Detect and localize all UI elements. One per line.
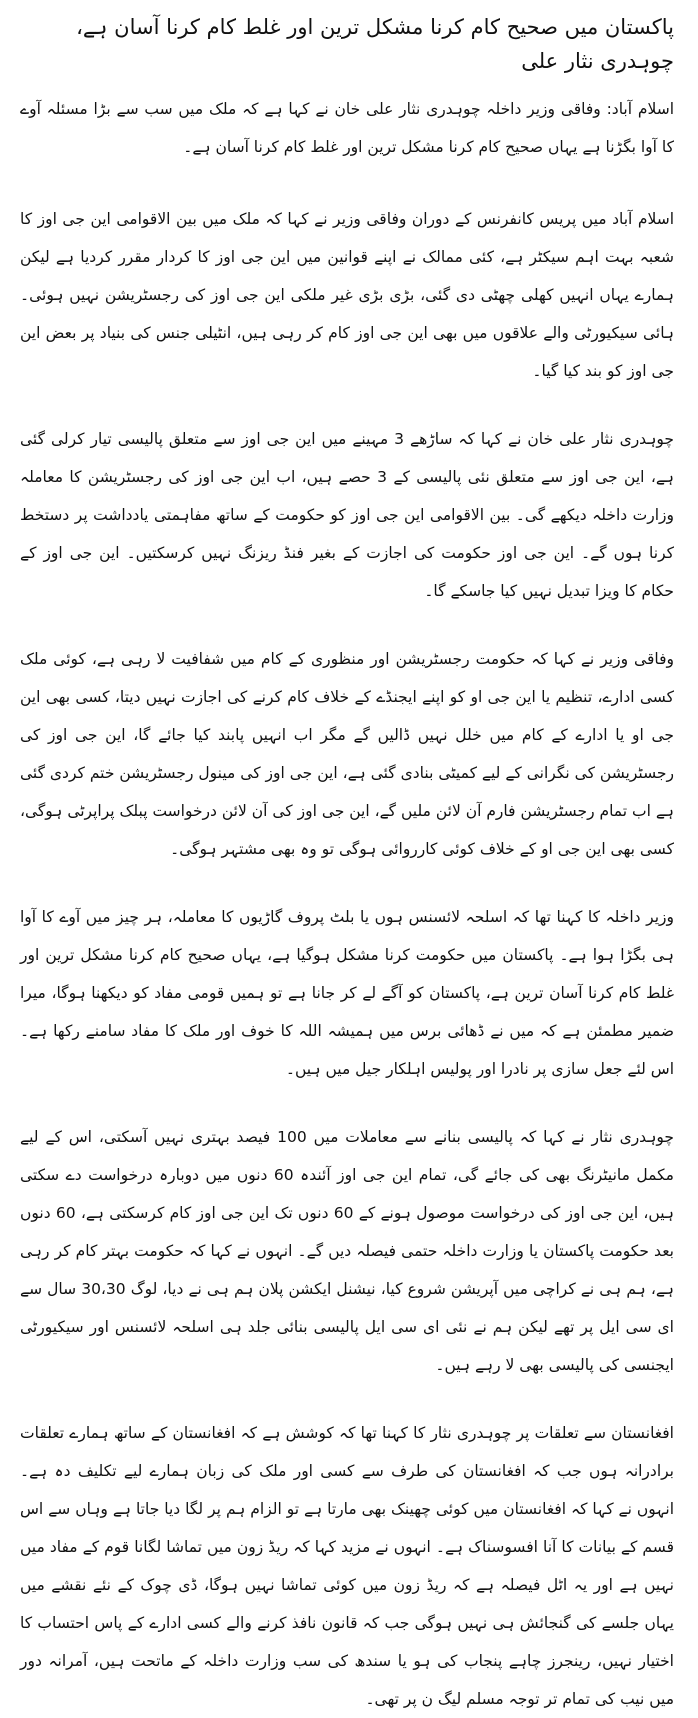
article-headline: پاکستان میں صحیح کام کرنا مشکل ترین اور غلط کام کرنا آسان ہے، چوہدری نثار علی (76, 15, 674, 73)
article-paragraph: چوہدری نثار نے کہا کہ پالیسی بنانے سے معاملات میں 100 فیصد بہتری نہیں آسکتی، اس کے لیے مکمل مانیٹرنگ بھی کی جائے گی، تمام این جی اوز آئندہ 60 دنوں میں دوبارہ درخواست دے سکتی ہیں، این جی اوز کی درخواست موصول ہونے کے 60 دنوں تک این جی اوز کام کرسکتی ہے، 60 دنوں بعد حکومت پاکستان یا وزارت داخلہ حتمی فیصلہ دیں گے۔ انہوں نے کہا کہ حکومت بہتر کام کر رہی ہے، ہم ہی نے کراچی میں آپریشن شروع کیا، نیشنل ایکشن پلان ہم ہی نے دیا، لوگ 30،30 سال سے ای سی ایل پر تھے لیکن ہم نے نئی ای سی ایل پالیسی بنائی جلد ہی اسلحہ لائسنس اور سیکیورٹی ایجنسی کی پالیسی بھی لا رہے ہیں۔ (20, 1128, 674, 1374)
article-paragraph: وفاقی وزیر نے کہا کہ حکومت رجسٹریشن اور منظوری کے کام میں شفافیت لا رہی ہے، کوئی ملک کسی ادارے، تنظیم یا این جی او کو اپنے ایجنڈے کے خلاف کام کرنے کی اجازت نہیں دیتا، کسی بھی این جی او یا ادارے کے کام میں خلل نہیں ڈالیں گے مگر اب انہیں پابند کیا جائے گا، این جی اوز کی رجسٹریشن کی نگرانی کے لیے کمیٹی بنادی گئی ہے، این جی اوز کی مینول رجسٹریشن ختم کردی گئی ہے اب تمام رجسٹریشن فارم آن لائن ملیں گے، این جی اوز کی آن لائن درخواست پبلک پراپرٹی ہوگی، کسی بھی این جی او کے خلاف کوئی کارروائی ہوگی تو وہ بھی مشتہر ہوگی۔ (20, 650, 674, 858)
article-paragraph: افغانستان سے تعلقات پر چوہدری نثار کا کہنا تھا کہ کوشش ہے کہ افغانستان کے ساتھ ہمارے تعلقات برادرانہ ہوں جب کہ افغانستان کی طرف سے کسی اور ملک کی زبان ہمارے لیے تکلیف دہ ہے۔ انہوں نے کہا کہ افغانستان میں کوئی چھینک بھی مارتا ہے تو الزام ہم پر لگا دیا جاتا ہے وہاں سے اس قسم کے بیانات کا آنا افسوسناک ہے۔ انہوں نے مزید کہا کہ ریڈ زون میں تماشا لگانا قوم کے مفاد میں نہیں ہے اور یہ اٹل فیصلہ ہے کہ ریڈ زون میں کوئی تماشا نہیں ہوگا، ڈی چوک کے نئے نقشے میں یہاں جلسے کی گنجائش ہی نہیں ہوگی جب کہ قانون نافذ کرنے والے کسی ادارے کے پاس احتساب کا اختیار نہیں، رینجرز چاہے پنجاب کی ہو یا سندھ کی سب وزارت داخلہ کے ماتحت ہیں، آمرانہ دور میں نیب کی تمام تر توجہ مسلم لیگ ن پر تھی۔ (20, 1424, 674, 1708)
article-paragraph: چوہدری نثار علی خان نے کہا کہ ساڑھے 3 مہینے میں این جی اوز سے متعلق پالیسی تیار کرلی گئی ہے، این جی اوز سے متعلق نئی پالیسی کے 3 حصے ہیں، اب این جی اوز کی رجسٹریشن کا معاملہ وزارت داخلہ دیکھے گی۔ بین الاقوامی این جی اوز کو حکومت کے ساتھ مفاہمتی یادداشت پر دستخط کرنا ہوں گے۔ این جی اوز حکومت کی اجازت کے بغیر فنڈ ریزنگ نہیں کرسکتیں۔ این جی اوز کے حکام کا ویزا تبدیل نہیں کیا جاسکے گا۔ (20, 430, 674, 600)
article-paragraph: اسلام آباد: وفاقی وزیر داخلہ چوہدری نثار علی خان نے کہا ہے کہ ملک میں سب سے بڑا مسئلہ آوے کا آوا بگڑنا ہے یہاں صحیح کام کرنا مشکل ترین اور غلط کام کرنا آسان ہے۔ (20, 100, 674, 156)
article-paragraph: اسلام آباد میں پریس کانفرنس کے دوران وفاقی وزیر نے کہا کہ ملک میں بین الاقوامی این جی اوز کا شعبہ بہت اہم سیکٹر ہے، کئی ممالک نے اپنے قوانین میں این جی اوز کا کردار مقرر کردیا ہے لیکن ہمارے یہاں انہیں کھلی چھٹی دی گئی، بڑی بڑی غیر ملکی این جی اوز کی رجسٹریشن نہیں ہوئی۔ ہائی سیکیورٹی والے علاقوں میں بھی این جی اوز کام کر رہی ہیں، انٹیلی جنس کی بنیاد پر بعض این جی اوز کو بند کیا گیا۔ (20, 210, 674, 380)
article-paragraph: وزیر داخلہ کا کہنا تھا کہ اسلحہ لائسنس ہوں یا بلٹ پروف گاڑیوں کا معاملہ، ہر چیز میں آوے کا آوا ہی بگڑا ہوا ہے۔ پاکستان میں حکومت کرنا مشکل ہوگیا ہے، یہاں صحیح کام کرنا مشکل ترین اور غلط کام کرنا آسان ترین ہے، پاکستان کو آگے لے کر جانا ہے تو ہمیں قومی مفاد کو دیکھنا ہوگا، میرا ضمیر مطمئن ہے کہ میں نے ڈھائی برس میں ہمیشہ اللہ کا خوف اور ملک کا مفاد سامنے رکھا ہے۔ اس لئے جعل سازی پر نادرا اور پولیس اہلکار جیل میں ہیں۔ (20, 908, 674, 1078)
